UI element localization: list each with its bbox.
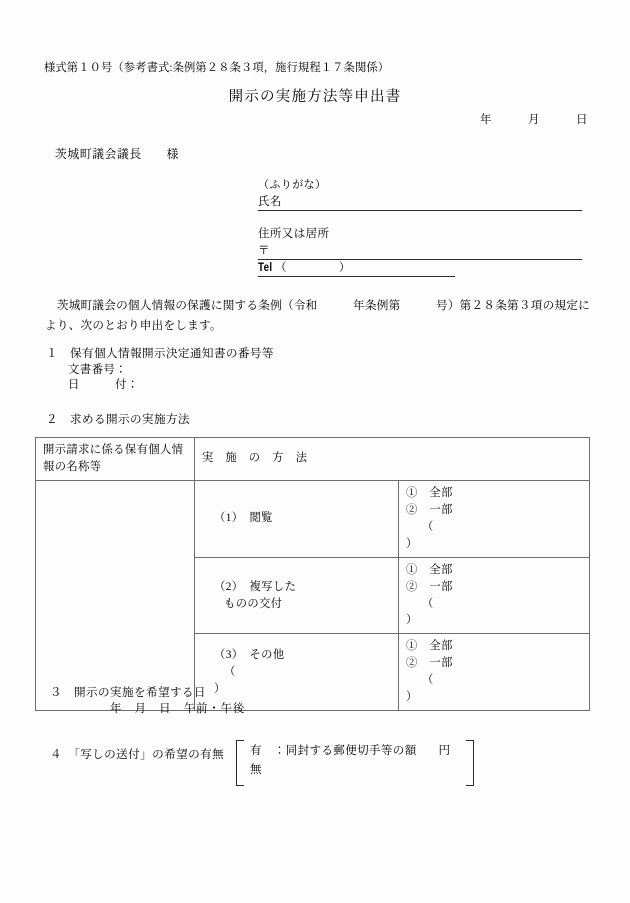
addressee: 茨城町議会議長 様 [55, 147, 179, 161]
option-partial-1[interactable]: ② 一部 [406, 503, 453, 516]
method-label-1: （1） 閲覧 [214, 512, 273, 525]
option-partial-2[interactable]: ② 一部 [406, 580, 453, 593]
method-label-2: （2） 複写した [214, 580, 297, 593]
option-cell-3[interactable] [399, 634, 590, 711]
postal-mark-icon: 〒 [258, 245, 270, 257]
postal-code-field[interactable] [258, 243, 582, 260]
tel-input-area[interactable] [287, 270, 339, 271]
telephone-field[interactable] [258, 260, 455, 277]
method-paren-open-3: （ [224, 665, 236, 678]
tel-label: Tel [258, 262, 273, 274]
subject-entry-cell[interactable] [36, 480, 195, 710]
option-paren-open-1: （ [422, 520, 434, 533]
option-all-3[interactable]: ① 全部 [406, 640, 453, 653]
option-cell-2[interactable] [399, 557, 590, 634]
method-cell-3[interactable] [195, 634, 399, 711]
table-header-subject: 開示請求に係る保有個人情 報の名称等 [36, 438, 195, 481]
method-cell-1[interactable] [195, 480, 399, 557]
date-line: 年 月 日 [480, 114, 588, 126]
option-partial-3[interactable]: ② 一部 [406, 657, 453, 670]
option-all-1[interactable]: ① 全部 [406, 486, 453, 499]
section-1-date: 日 付： [68, 379, 139, 391]
section-3-date-entry[interactable]: 年 月 日 午前・午後 [110, 703, 246, 715]
option-paren-close-2: ） [406, 614, 418, 627]
section-2-heading: ２ 求める開示の実施方法 [46, 413, 190, 426]
option-paren-close-3: ） [406, 691, 418, 704]
method-cell-2[interactable] [195, 557, 399, 634]
table-row [36, 480, 590, 557]
page-title: 開示の実施方法等申出書 [228, 89, 402, 105]
section-4-heading: ４ 「写しの送付」の希望の有無 [50, 748, 225, 761]
furigana-label: （ふりがな） [258, 179, 327, 191]
method-label-2-line2: ものの交付 [224, 597, 283, 610]
option-paren-open-2: （ [422, 597, 434, 610]
section-1-heading: １ 保有個人情報開示決定通知書の番号等 [46, 347, 274, 360]
name-label: 氏名 [258, 196, 282, 208]
option-paren-close-1: ） [406, 537, 418, 550]
disclosure-method-table [35, 437, 590, 711]
bracket-left-icon [236, 740, 244, 786]
tel-paren-close: ） [338, 262, 351, 274]
bracket-right-icon [466, 740, 474, 786]
option-all-2[interactable]: ① 全部 [406, 563, 453, 576]
table-header-method: 実 施 の 方 法 [195, 438, 590, 481]
option-no[interactable]: 無 [250, 764, 262, 776]
option-paren-open-3: （ [422, 674, 434, 687]
method-paren-close-3: ） [214, 682, 226, 695]
option-yes-with-postage[interactable]: 有 ：同封する郵便切手等の額 [250, 745, 417, 757]
table-header-row [36, 438, 590, 481]
tel-paren-open: （ [274, 262, 287, 274]
section-3-heading: ３ 開示の実施を希望する日 [50, 686, 206, 699]
name-field[interactable] [258, 194, 582, 211]
form-number: 様式第１０号（参考書式:条例第２８条３項，施行規程１７条関係） [44, 62, 390, 74]
address-label: 住所又は居所 [258, 228, 330, 240]
method-label-3: （3） その他 [214, 648, 285, 661]
statement-paragraph: 茨城町議会の個人情報の保護に関する条例（令和 年条例第 号）第２８条第３項の規定により、次のとおり申出をします。 [45, 299, 590, 333]
option-cell-1[interactable] [399, 480, 590, 557]
yen-unit-label: 円 [438, 745, 450, 757]
section-1-document-number: 文書番号： [68, 364, 127, 376]
section-4-choice-bracket [236, 740, 474, 786]
